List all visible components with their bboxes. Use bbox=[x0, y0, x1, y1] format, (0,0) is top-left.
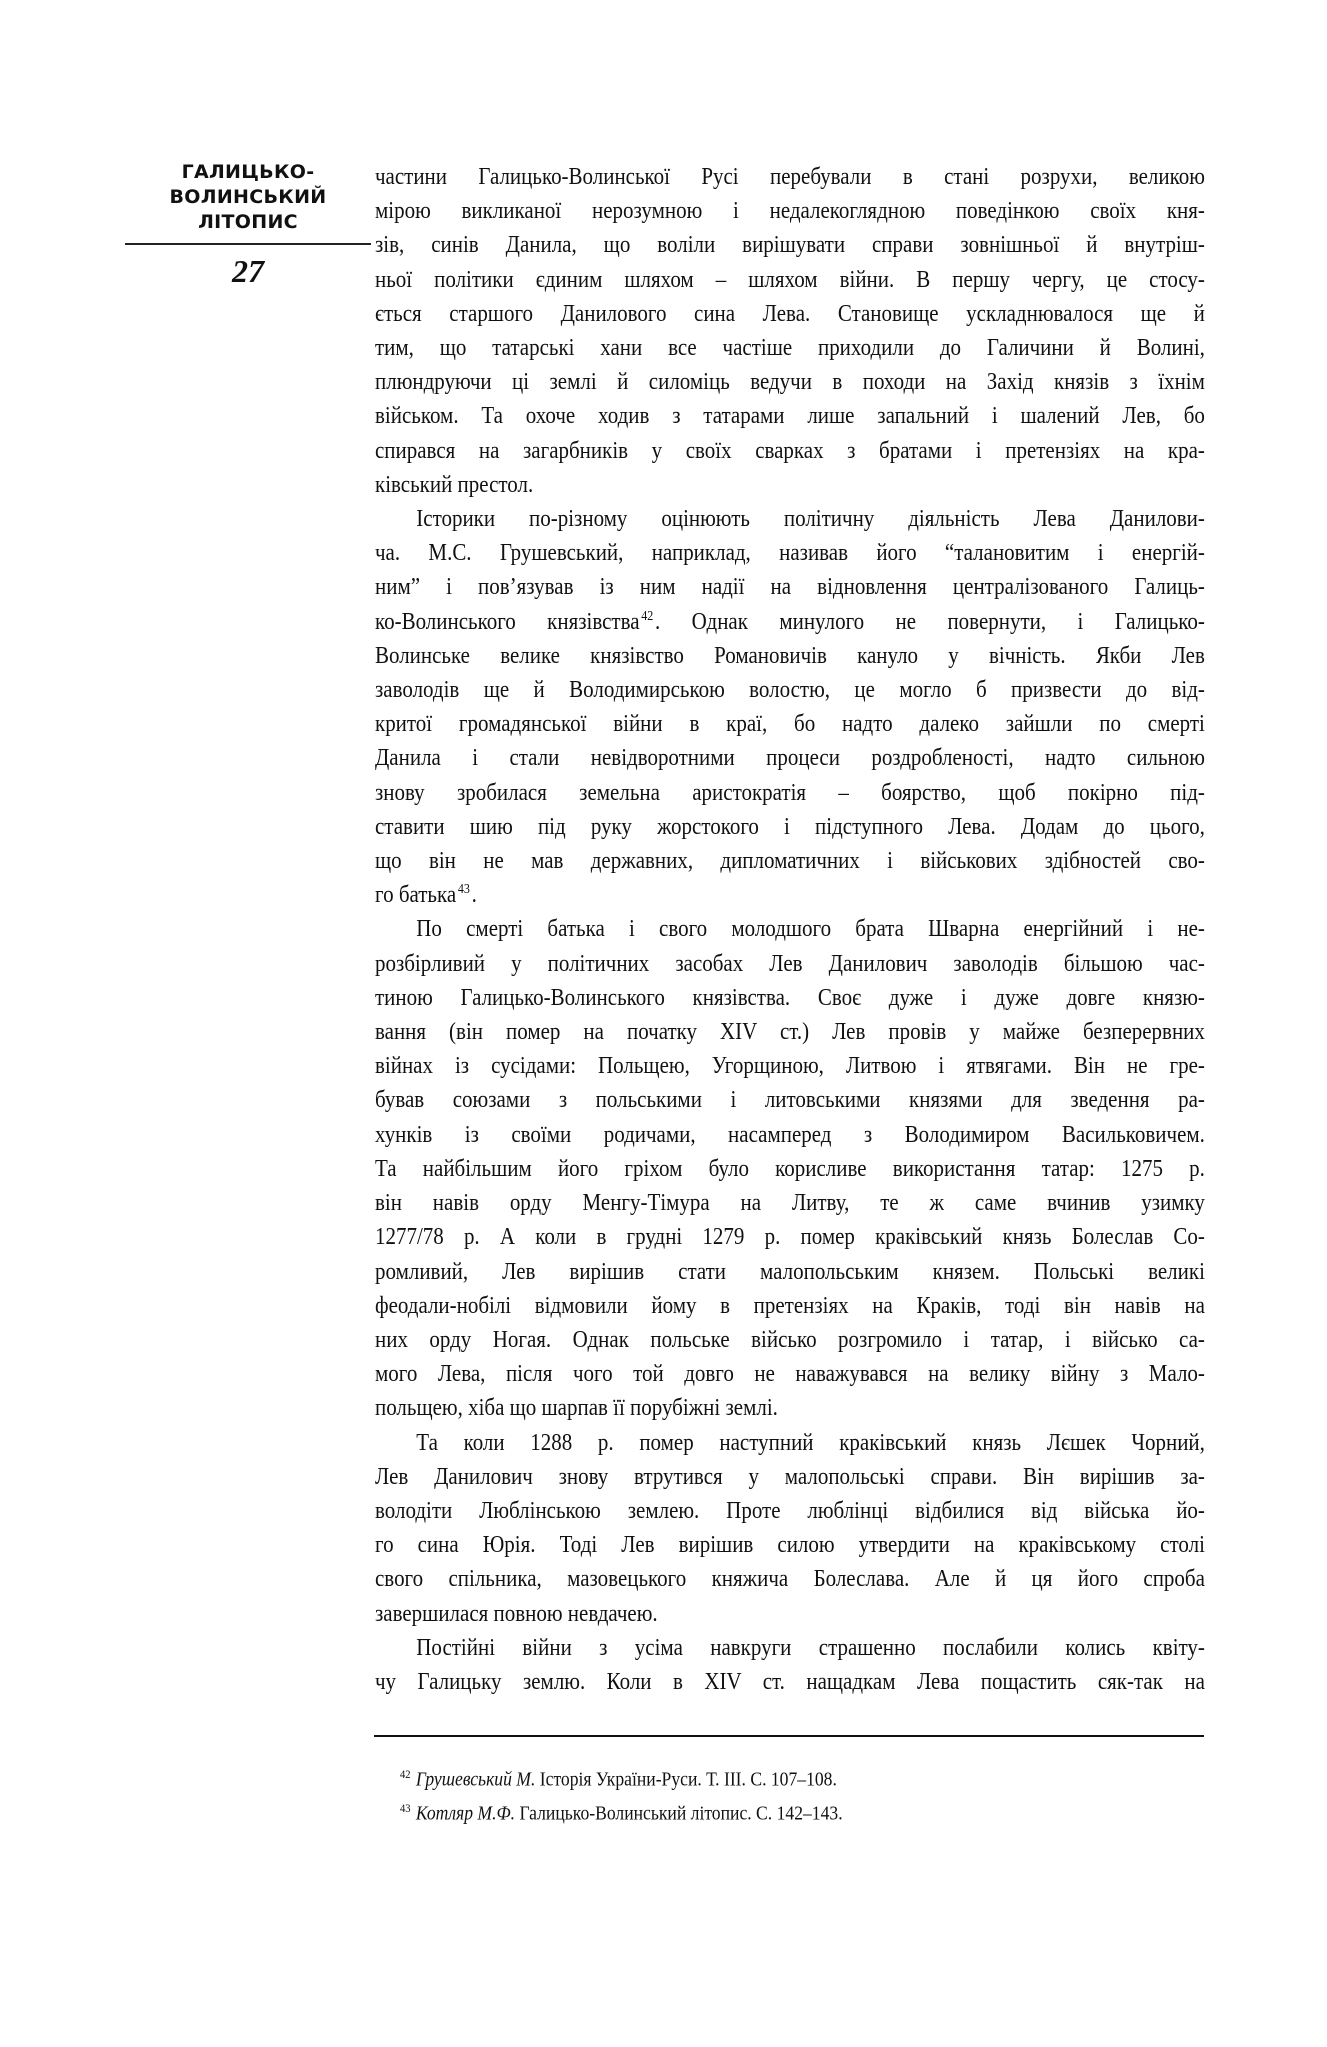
text-line bbox=[375, 1357, 1205, 1391]
text-line bbox=[375, 639, 1205, 673]
text-line-content: них орду Ногая. Однак польське військо розгромило і татар, і військо са- bbox=[375, 1325, 1205, 1353]
text-line-content: хунків із своїми родичами, насамперед з Володимиром Васильковичем. bbox=[375, 1120, 1205, 1148]
text-line bbox=[375, 1049, 1205, 1083]
footnotes bbox=[400, 1760, 1104, 1827]
text-line-content: польщею, хіба що шарпав її порубіжні землі. bbox=[375, 1394, 778, 1422]
text-line bbox=[375, 502, 1205, 536]
text-line bbox=[375, 1597, 1205, 1631]
text-line bbox=[375, 1391, 1205, 1425]
text-line-content: ча. М.С. Грушевський, наприклад, називав його “талановитим і енергій- bbox=[375, 539, 1205, 567]
text-line-content: частини Галицько-Волинської Русі перебували в стані розрухи, великою bbox=[375, 163, 1205, 190]
text-line bbox=[375, 1528, 1205, 1562]
text-line-content: го сина Юрія. Тоді Лев вирішив силою утвердити на краківському столі bbox=[375, 1531, 1205, 1559]
text-line bbox=[375, 570, 1205, 604]
text-line-content: мірою викликаної нерозумною і недалекоглядною поведінкою своїх кня- bbox=[375, 197, 1205, 225]
text-line bbox=[375, 1460, 1205, 1494]
text-line bbox=[375, 1255, 1205, 1289]
text-line bbox=[375, 263, 1205, 297]
text-line bbox=[375, 297, 1205, 331]
text-line-content: завершилася повною невдачею. bbox=[375, 1599, 658, 1627]
text-line bbox=[375, 160, 1205, 194]
text-line-content: Та найбільшим його гріхом було корисливе використання татар: 1275 р. bbox=[375, 1154, 1205, 1182]
text-line bbox=[375, 1631, 1205, 1665]
footnote-42 bbox=[400, 1760, 1104, 1794]
text-line bbox=[375, 673, 1205, 707]
text-line bbox=[375, 981, 1205, 1015]
running-title-line: ЛІТОПИС bbox=[198, 211, 298, 233]
text-line bbox=[375, 536, 1205, 570]
text-line bbox=[375, 399, 1205, 433]
text-line-content: військом. Та охоче ходив з татарами лише запальний і шалений Лев, бо bbox=[375, 402, 1205, 430]
text-line-content: го батька bbox=[375, 881, 457, 909]
text-line bbox=[375, 707, 1205, 741]
footnote-text: Історія України-Руси. Т. III. С. 107–108. bbox=[535, 1768, 837, 1791]
text-line-content: . bbox=[471, 881, 477, 909]
text-line bbox=[375, 741, 1205, 775]
text-line-content: розбірливий у політичних засобах Лев Данилович заволодів більшою час- bbox=[375, 949, 1205, 977]
text-line bbox=[375, 947, 1205, 981]
text-line-content: Данила і стали невідворотними процеси роздробленості, надто сильною bbox=[375, 744, 1205, 772]
text-line-content: ко-Волинського князівства bbox=[375, 607, 640, 635]
text-line-content: ним” і пов’язував із ним надії на відновлення централізованого Галиць- bbox=[375, 573, 1205, 601]
text-line-content: бував союзами з польськими і литовськими князями для зведення ра- bbox=[375, 1086, 1205, 1114]
text-line bbox=[375, 194, 1205, 228]
footnote-43 bbox=[400, 1794, 1104, 1828]
text-line bbox=[375, 1289, 1205, 1323]
text-line-content: мого Лева, після чого той довго не наважувався на велику війну з Мало- bbox=[375, 1360, 1205, 1388]
text-line-content: Постійні війни з усіма навкруги страшенно послабили колись квіту- bbox=[416, 1633, 1205, 1661]
running-title-line: ГАЛИЦЬКО- bbox=[181, 161, 315, 183]
header-divider bbox=[125, 243, 371, 245]
text-line bbox=[375, 1152, 1205, 1186]
text-line-content: ньої політики єдиним шляхом – шляхом війни. В першу чергу, це стосу- bbox=[375, 265, 1205, 293]
text-line-content: ромливий, Лев вирішив стати малопольським князем. Польські великі bbox=[375, 1257, 1205, 1285]
footnote-author: Грушевський М. bbox=[415, 1768, 536, 1791]
text-line-content: критої громадянської війни в краї, бо надто далеко зайшли по смерті bbox=[375, 710, 1205, 738]
running-title-line: ВОЛИНСЬКИЙ bbox=[169, 186, 327, 208]
text-line-content: володіти Люблінською землею. Проте люблінці відбилися від війська йо- bbox=[375, 1496, 1205, 1524]
text-line bbox=[375, 605, 1205, 639]
text-line bbox=[375, 1118, 1205, 1152]
text-line-content: чу Галицьку землю. Коли в XIV ст. нащадкам Лева пощастить сяк-так на bbox=[375, 1667, 1205, 1695]
text-line bbox=[375, 468, 1205, 502]
footnote-number: 42 bbox=[400, 1767, 411, 1781]
text-line bbox=[375, 228, 1205, 262]
text-line-content: Історики по-різному оцінюють політичну діяльність Лева Данилови- bbox=[416, 505, 1205, 533]
text-line bbox=[375, 810, 1205, 844]
text-line-content: плюндруючи ці землі й силоміць ведучи в походи на Захід князів з їхнім bbox=[375, 368, 1205, 396]
text-line-content: . Однак минулого не повернути, і Галицько- bbox=[655, 607, 1205, 635]
text-line-content: заволодів ще й Володимирською волостю, це могло б призвести до від- bbox=[375, 676, 1205, 704]
running-title bbox=[125, 160, 371, 235]
text-line-content: він навів орду Менгу-Тімура на Литву, те ж саме вчинив узимку bbox=[375, 1189, 1205, 1217]
text-line-content: війнах із сусідами: Польщею, Угорщиною, Литвою і ятвягами. Він не гре- bbox=[375, 1052, 1205, 1080]
text-line-content: тим, що татарські хани все частіше приходили до Галичини й Волині, bbox=[375, 334, 1205, 362]
footnote-reference[interactable]: 43 bbox=[457, 882, 470, 898]
text-line bbox=[375, 912, 1205, 946]
text-line bbox=[375, 1186, 1205, 1220]
text-line bbox=[375, 1665, 1205, 1699]
text-line bbox=[375, 1083, 1205, 1117]
text-line-content: По смерті батька і свого молодшого брата Шварна енергійний і не- bbox=[416, 915, 1205, 943]
text-line bbox=[375, 434, 1205, 468]
text-line-content: знову зробилася земельна аристократія – боярство, щоб покірно під- bbox=[375, 778, 1205, 806]
text-line-content: спирався на загарбників у своїх сварках з братами і претензіях на кра- bbox=[375, 436, 1205, 464]
footnote-divider bbox=[374, 1735, 1204, 1737]
text-line-content: ставити шию під руку жорстокого і підступного Лева. Додам до цього, bbox=[375, 812, 1205, 840]
text-line-content: Волинське велике князівство Романовичів кануло у вічність. Якби Лев bbox=[375, 641, 1205, 669]
text-line bbox=[375, 1562, 1205, 1596]
footnote-text: Галицько-Волинський літопис. С. 142–143. bbox=[515, 1802, 843, 1825]
footnote-number: 43 bbox=[400, 1800, 411, 1815]
text-line-content: зів, синів Данила, що воліли вирішувати справи зовнішньої й внутріш- bbox=[375, 231, 1205, 259]
text-line bbox=[375, 1015, 1205, 1049]
text-line-content: свого спільника, мазовецького княжича Болеслава. Але й ця його спроба bbox=[375, 1565, 1205, 1593]
text-line-content: тиною Галицько-Волинського князівства. Своє дуже і дуже довге князю- bbox=[375, 983, 1205, 1011]
main-text bbox=[375, 160, 1205, 1699]
text-line-content: вання (він помер на початку XIV ст.) Лев провів у майже безперервних bbox=[375, 1018, 1205, 1046]
text-line bbox=[375, 1494, 1205, 1528]
footnote-author: Котляр М.Ф. bbox=[415, 1802, 516, 1825]
text-line bbox=[375, 844, 1205, 878]
page-number: 27 bbox=[232, 253, 264, 289]
text-line bbox=[375, 878, 1205, 912]
text-line-content: Лев Данилович знову втрутився у малопольські справи. Він вирішив за- bbox=[375, 1462, 1205, 1490]
text-line-content: Та коли 1288 р. помер наступний краківський князь Лєшек Чорний, bbox=[416, 1428, 1205, 1456]
text-line-content: що він не мав державних, дипломатичних і військових здібностей сво- bbox=[375, 847, 1205, 875]
text-line bbox=[375, 331, 1205, 365]
text-line bbox=[375, 1323, 1205, 1357]
text-line bbox=[375, 1220, 1205, 1254]
footnote-reference[interactable]: 42 bbox=[641, 608, 654, 624]
text-line-content: 1277/78 р. А коли в грудні 1279 р. помер краківський князь Болеслав Со- bbox=[375, 1223, 1205, 1251]
running-header bbox=[125, 160, 371, 291]
text-line bbox=[375, 776, 1205, 810]
text-line bbox=[375, 365, 1205, 399]
text-line bbox=[375, 1426, 1205, 1460]
text-line-content: ється старшого Данилового сина Лева. Становище ускладнювалося ще й bbox=[375, 299, 1205, 327]
text-line-content: феодали-нобілі відмовили йому в претензіях на Краків, тоді він навів на bbox=[375, 1291, 1205, 1319]
text-line-content: ківський престол. bbox=[375, 470, 534, 498]
